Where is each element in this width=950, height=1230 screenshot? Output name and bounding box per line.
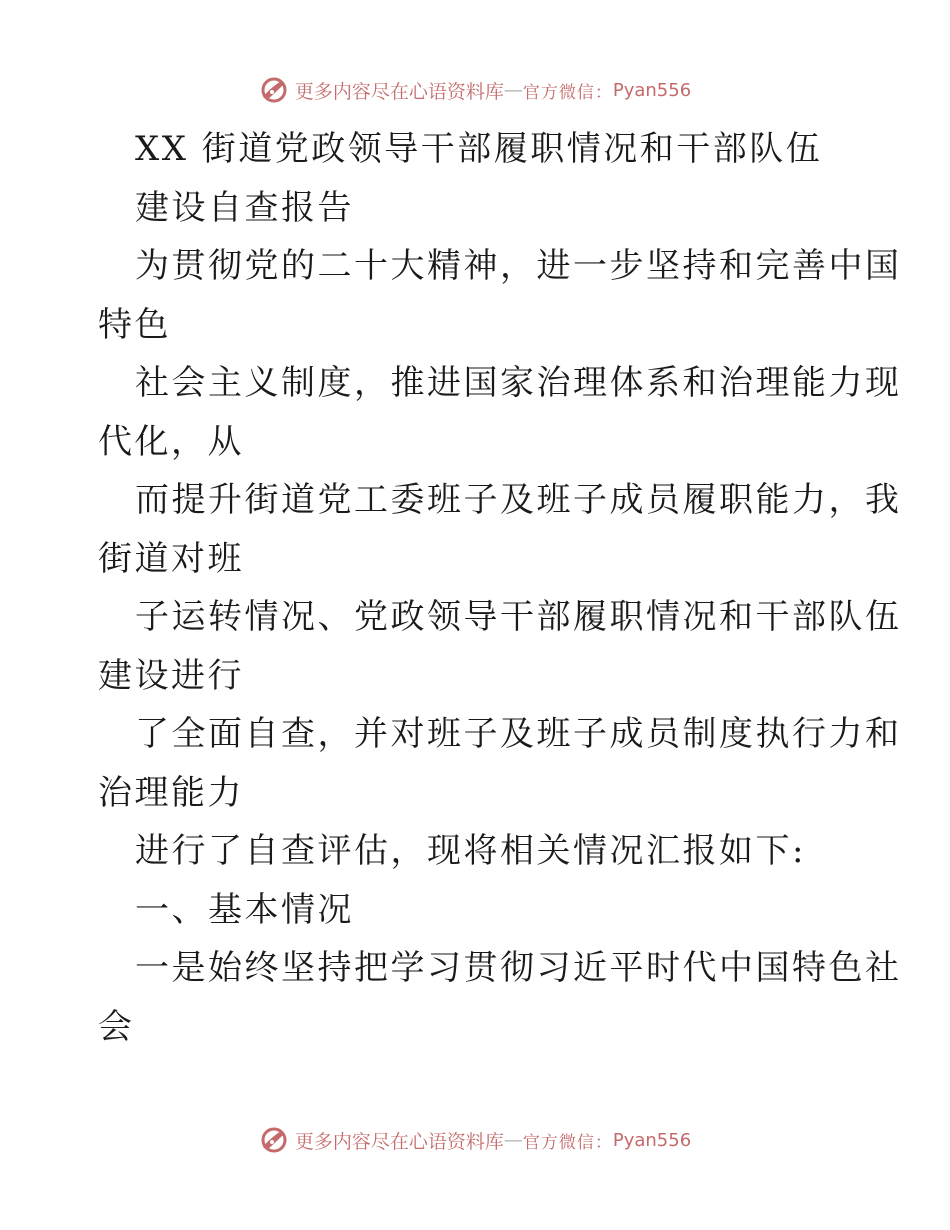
brush-pen-logo-icon bbox=[259, 75, 289, 105]
text-line: 一、基本情况 bbox=[135, 889, 354, 930]
text-line: 子运转情况、党政领导干部履职情况和干部队伍 bbox=[135, 597, 902, 637]
watermark-label: 官方微信： bbox=[522, 1132, 613, 1153]
text-line: 进行了自查评估，现将相关情况汇报如下: bbox=[135, 831, 806, 871]
text-line: 为贯彻党的二十大精神，进一步坚持和完善中国 bbox=[135, 246, 902, 286]
text-line: 特色 bbox=[98, 304, 171, 345]
text-line: XX 街道党政领导干部履职情况和干部队伍 bbox=[135, 129, 823, 169]
watermark-text: 更多内容尽在心语资料库 bbox=[294, 1130, 504, 1153]
watermark-separator: — bbox=[503, 1129, 523, 1151]
text-line: 了全面自查，并对班子及班子成员制度执行力和 bbox=[135, 714, 902, 754]
text-line: 街道对班 bbox=[98, 538, 244, 579]
watermark-label: 官方微信： bbox=[522, 82, 613, 103]
text-line: 治理能力 bbox=[98, 772, 244, 813]
brush-pen-logo-icon bbox=[259, 1125, 289, 1155]
footer-watermark bbox=[0, 1120, 950, 1160]
watermark-separator: — bbox=[503, 79, 523, 101]
header-watermark bbox=[0, 70, 950, 110]
watermark-wechat-id: Pyan556 bbox=[612, 79, 692, 101]
text-line: 会 bbox=[98, 1006, 135, 1047]
document-body bbox=[98, 120, 902, 1056]
text-line: 而提升街道党工委班子及班子成员履职能力，我 bbox=[135, 480, 902, 520]
text-line: 社会主义制度，推进国家治理体系和治理能力现 bbox=[135, 363, 902, 403]
watermark-wechat-id: Pyan556 bbox=[612, 1129, 692, 1151]
text-line: 一是始终坚持把学习贯彻习近平时代中国特色社 bbox=[135, 948, 902, 988]
watermark-text: 更多内容尽在心语资料库 bbox=[294, 80, 504, 103]
text-line: 建设自查报告 bbox=[135, 187, 354, 228]
text-line: 建设进行 bbox=[98, 655, 244, 696]
text-line: 代化，从 bbox=[98, 421, 244, 462]
